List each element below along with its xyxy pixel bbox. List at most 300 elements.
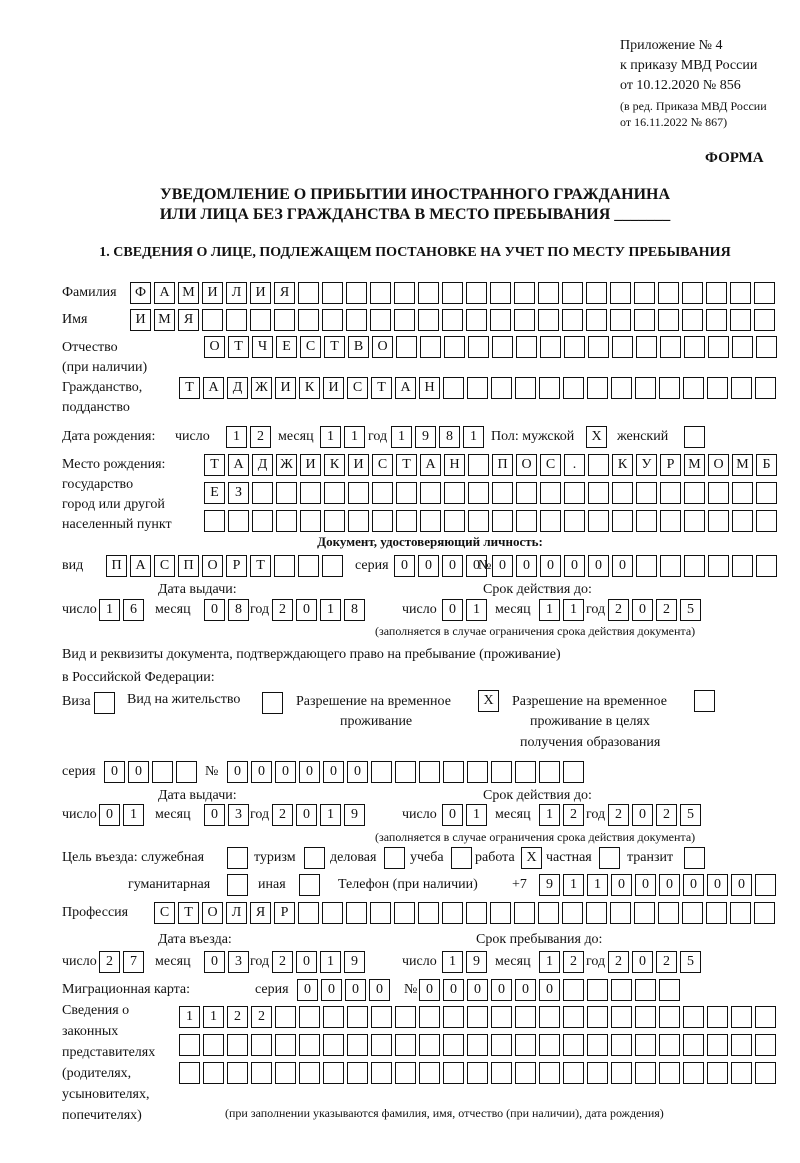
- char-cell[interactable]: М: [178, 282, 199, 304]
- char-cell[interactable]: [635, 1062, 656, 1084]
- char-cell[interactable]: [659, 979, 680, 1001]
- char-cell[interactable]: [443, 377, 464, 399]
- char-cell[interactable]: [396, 510, 417, 532]
- char-cell[interactable]: [634, 282, 655, 304]
- char-cell[interactable]: [659, 1062, 680, 1084]
- char-cell[interactable]: [755, 1006, 776, 1028]
- char-cell[interactable]: [635, 1034, 656, 1056]
- char-cell[interactable]: А: [203, 377, 224, 399]
- char-cell[interactable]: О: [204, 336, 225, 358]
- char-cell[interactable]: [202, 309, 223, 331]
- char-cell[interactable]: 2: [608, 804, 629, 826]
- char-cell[interactable]: [275, 1034, 296, 1056]
- char-cell[interactable]: 5: [680, 804, 701, 826]
- char-cell[interactable]: [540, 482, 561, 504]
- char-cell[interactable]: [538, 282, 559, 304]
- char-cell[interactable]: [467, 377, 488, 399]
- char-cell[interactable]: [299, 1006, 320, 1028]
- char-cell[interactable]: [322, 902, 343, 924]
- char-cell[interactable]: [706, 282, 727, 304]
- char-cell[interactable]: К: [612, 454, 633, 476]
- checkbox-cell[interactable]: [694, 690, 715, 712]
- char-cell[interactable]: [346, 902, 367, 924]
- char-cell[interactable]: 0: [227, 761, 248, 783]
- char-cell[interactable]: 7: [123, 951, 144, 973]
- char-cell[interactable]: 2: [250, 426, 271, 448]
- trp-checkbox[interactable]: [478, 690, 502, 712]
- char-cell[interactable]: [491, 761, 512, 783]
- char-cell[interactable]: 0: [321, 979, 342, 1001]
- char-cell[interactable]: Я: [178, 309, 199, 331]
- char-cell[interactable]: [370, 309, 391, 331]
- char-cell[interactable]: 0: [492, 555, 513, 577]
- char-cell[interactable]: [540, 510, 561, 532]
- char-cell[interactable]: [562, 902, 583, 924]
- char-cell[interactable]: 1: [463, 426, 484, 448]
- char-cell[interactable]: 0: [632, 599, 653, 621]
- char-cell[interactable]: [300, 482, 321, 504]
- doc-expiry-month-cells[interactable]: [539, 599, 587, 621]
- stay-issue-month-cells[interactable]: [204, 804, 252, 826]
- char-cell[interactable]: 9: [539, 874, 560, 896]
- char-cell[interactable]: П: [106, 555, 127, 577]
- char-cell[interactable]: [611, 377, 632, 399]
- doc-issue-day-cells[interactable]: [99, 599, 147, 621]
- char-cell[interactable]: [490, 309, 511, 331]
- char-cell[interactable]: 0: [347, 761, 368, 783]
- entry-year-cells[interactable]: [272, 951, 368, 973]
- char-cell[interactable]: 0: [297, 979, 318, 1001]
- char-cell[interactable]: И: [202, 282, 223, 304]
- char-cell[interactable]: 0: [442, 555, 463, 577]
- char-cell[interactable]: А: [395, 377, 416, 399]
- char-cell[interactable]: Б: [756, 454, 777, 476]
- char-cell[interactable]: Д: [227, 377, 248, 399]
- char-cell[interactable]: [394, 309, 415, 331]
- char-cell[interactable]: И: [348, 454, 369, 476]
- char-cell[interactable]: И: [323, 377, 344, 399]
- purpose-humanitarian-checkbox[interactable]: [227, 874, 251, 896]
- char-cell[interactable]: [563, 1062, 584, 1084]
- birthplace-cells-2[interactable]: [204, 482, 780, 504]
- char-cell[interactable]: М: [732, 454, 753, 476]
- purpose-transit-checkbox[interactable]: [684, 847, 708, 869]
- birth-year-cells[interactable]: [391, 426, 487, 448]
- char-cell[interactable]: [755, 377, 776, 399]
- stay-issue-day-cells[interactable]: [99, 804, 147, 826]
- char-cell[interactable]: 2: [251, 1006, 272, 1028]
- char-cell[interactable]: Я: [250, 902, 271, 924]
- char-cell[interactable]: 1: [466, 599, 487, 621]
- profession-cells[interactable]: [154, 902, 778, 924]
- entry-day-cells[interactable]: [99, 951, 147, 973]
- char-cell[interactable]: [179, 1062, 200, 1084]
- char-cell[interactable]: 9: [415, 426, 436, 448]
- char-cell[interactable]: 0: [104, 761, 125, 783]
- char-cell[interactable]: [371, 1006, 392, 1028]
- char-cell[interactable]: [419, 1006, 440, 1028]
- char-cell[interactable]: [586, 282, 607, 304]
- char-cell[interactable]: М: [154, 309, 175, 331]
- until-year-cells[interactable]: [608, 951, 704, 973]
- until-day-cells[interactable]: [442, 951, 490, 973]
- char-cell[interactable]: [515, 761, 536, 783]
- char-cell[interactable]: 0: [128, 761, 149, 783]
- char-cell[interactable]: О: [372, 336, 393, 358]
- char-cell[interactable]: [683, 377, 704, 399]
- char-cell[interactable]: [443, 1034, 464, 1056]
- char-cell[interactable]: [490, 902, 511, 924]
- char-cell[interactable]: 0: [707, 874, 728, 896]
- stay-expiry-year-cells[interactable]: [608, 804, 704, 826]
- char-cell[interactable]: [467, 1062, 488, 1084]
- char-cell[interactable]: [540, 336, 561, 358]
- char-cell[interactable]: Т: [178, 902, 199, 924]
- char-cell[interactable]: 1: [539, 804, 560, 826]
- char-cell[interactable]: [684, 555, 705, 577]
- birth-month-cells[interactable]: [320, 426, 368, 448]
- char-cell[interactable]: [538, 309, 559, 331]
- char-cell[interactable]: [754, 309, 775, 331]
- doc-expiry-year-cells[interactable]: [608, 599, 704, 621]
- trp-edu-checkbox[interactable]: [694, 690, 718, 712]
- char-cell[interactable]: О: [202, 555, 223, 577]
- char-cell[interactable]: [611, 979, 632, 1001]
- char-cell[interactable]: [756, 555, 777, 577]
- char-cell[interactable]: 0: [442, 804, 463, 826]
- char-cell[interactable]: [587, 979, 608, 1001]
- char-cell[interactable]: 2: [656, 599, 677, 621]
- char-cell[interactable]: А: [130, 555, 151, 577]
- char-cell[interactable]: [204, 510, 225, 532]
- checkbox-cell[interactable]: [684, 847, 705, 869]
- char-cell[interactable]: [395, 761, 416, 783]
- char-cell[interactable]: 0: [418, 555, 439, 577]
- char-cell[interactable]: 8: [344, 599, 365, 621]
- char-cell[interactable]: [562, 309, 583, 331]
- char-cell[interactable]: 3: [228, 951, 249, 973]
- char-cell[interactable]: Т: [250, 555, 271, 577]
- char-cell[interactable]: [563, 761, 584, 783]
- char-cell[interactable]: [251, 1062, 272, 1084]
- char-cell[interactable]: 0: [515, 979, 536, 1001]
- char-cell[interactable]: [516, 336, 537, 358]
- char-cell[interactable]: 0: [275, 761, 296, 783]
- char-cell[interactable]: [348, 482, 369, 504]
- char-cell[interactable]: П: [492, 454, 513, 476]
- char-cell[interactable]: [682, 282, 703, 304]
- char-cell[interactable]: [515, 1062, 536, 1084]
- char-cell[interactable]: [492, 336, 513, 358]
- char-cell[interactable]: А: [228, 454, 249, 476]
- char-cell[interactable]: [539, 1006, 560, 1028]
- char-cell[interactable]: 5: [680, 951, 701, 973]
- char-cell[interactable]: [228, 510, 249, 532]
- char-cell[interactable]: [634, 309, 655, 331]
- char-cell[interactable]: [346, 309, 367, 331]
- char-cell[interactable]: Д: [252, 454, 273, 476]
- citizenship-cells[interactable]: [179, 377, 779, 399]
- char-cell[interactable]: [515, 1034, 536, 1056]
- char-cell[interactable]: [730, 282, 751, 304]
- birthplace-cells-1[interactable]: [204, 454, 780, 476]
- char-cell[interactable]: [658, 282, 679, 304]
- surname-cells[interactable]: [130, 282, 778, 304]
- char-cell[interactable]: [707, 1034, 728, 1056]
- char-cell[interactable]: [467, 1034, 488, 1056]
- char-cell[interactable]: Т: [324, 336, 345, 358]
- migration-number-cells[interactable]: [419, 979, 683, 1001]
- char-cell[interactable]: [635, 377, 656, 399]
- char-cell[interactable]: К: [324, 454, 345, 476]
- stay-number-cells[interactable]: [227, 761, 587, 783]
- char-cell[interactable]: 1: [442, 951, 463, 973]
- char-cell[interactable]: Т: [204, 454, 225, 476]
- char-cell[interactable]: [444, 336, 465, 358]
- char-cell[interactable]: [443, 1006, 464, 1028]
- char-cell[interactable]: Ж: [251, 377, 272, 399]
- char-cell[interactable]: Ф: [130, 282, 151, 304]
- char-cell[interactable]: [756, 336, 777, 358]
- char-cell[interactable]: 1: [320, 804, 341, 826]
- char-cell[interactable]: [586, 902, 607, 924]
- char-cell[interactable]: 9: [344, 951, 365, 973]
- char-cell[interactable]: [731, 1062, 752, 1084]
- doc-issue-month-cells[interactable]: [204, 599, 252, 621]
- char-cell[interactable]: [659, 377, 680, 399]
- char-cell[interactable]: Л: [226, 282, 247, 304]
- char-cell[interactable]: [515, 377, 536, 399]
- char-cell[interactable]: [611, 1006, 632, 1028]
- char-cell[interactable]: [683, 1006, 704, 1028]
- char-cell[interactable]: [587, 1034, 608, 1056]
- checkbox-cell[interactable]: [262, 692, 283, 714]
- char-cell[interactable]: О: [202, 902, 223, 924]
- char-cell[interactable]: [707, 1006, 728, 1028]
- char-cell[interactable]: Т: [179, 377, 200, 399]
- char-cell[interactable]: С: [300, 336, 321, 358]
- representatives-cells-1[interactable]: [179, 1006, 779, 1028]
- char-cell[interactable]: И: [250, 282, 271, 304]
- doc-series-cells[interactable]: [394, 555, 490, 577]
- char-cell[interactable]: [659, 1034, 680, 1056]
- char-cell[interactable]: [419, 1062, 440, 1084]
- char-cell[interactable]: [563, 1034, 584, 1056]
- char-cell[interactable]: [587, 1062, 608, 1084]
- char-cell[interactable]: [322, 309, 343, 331]
- char-cell[interactable]: [444, 510, 465, 532]
- char-cell[interactable]: [418, 309, 439, 331]
- char-cell[interactable]: [467, 761, 488, 783]
- char-cell[interactable]: О: [516, 454, 537, 476]
- char-cell[interactable]: 0: [419, 979, 440, 1001]
- char-cell[interactable]: [731, 1034, 752, 1056]
- char-cell[interactable]: [539, 1034, 560, 1056]
- char-cell[interactable]: [370, 902, 391, 924]
- char-cell[interactable]: [298, 555, 319, 577]
- char-cell[interactable]: [299, 1062, 320, 1084]
- char-cell[interactable]: 1: [226, 426, 247, 448]
- checkbox-cell[interactable]: [599, 847, 620, 869]
- char-cell[interactable]: [660, 336, 681, 358]
- checkbox-cell[interactable]: [94, 692, 115, 714]
- char-cell[interactable]: [418, 282, 439, 304]
- char-cell[interactable]: [683, 1034, 704, 1056]
- char-cell[interactable]: [636, 482, 657, 504]
- char-cell[interactable]: 1: [563, 599, 584, 621]
- stay-series-cells[interactable]: [104, 761, 200, 783]
- char-cell[interactable]: 9: [466, 951, 487, 973]
- char-cell[interactable]: 0: [296, 599, 317, 621]
- char-cell[interactable]: [442, 309, 463, 331]
- char-cell[interactable]: [371, 1062, 392, 1084]
- char-cell[interactable]: И: [275, 377, 296, 399]
- char-cell[interactable]: Ч: [252, 336, 273, 358]
- char-cell[interactable]: [634, 902, 655, 924]
- char-cell[interactable]: [468, 454, 489, 476]
- char-cell[interactable]: [684, 510, 705, 532]
- char-cell[interactable]: [756, 510, 777, 532]
- char-cell[interactable]: [274, 555, 295, 577]
- char-cell[interactable]: 1: [563, 874, 584, 896]
- char-cell[interactable]: [466, 309, 487, 331]
- char-cell[interactable]: Н: [419, 377, 440, 399]
- char-cell[interactable]: [588, 482, 609, 504]
- char-cell[interactable]: 1: [391, 426, 412, 448]
- char-cell[interactable]: [203, 1034, 224, 1056]
- char-cell[interactable]: [730, 309, 751, 331]
- char-cell[interactable]: [732, 555, 753, 577]
- char-cell[interactable]: [563, 377, 584, 399]
- char-cell[interactable]: [468, 336, 489, 358]
- char-cell[interactable]: Р: [274, 902, 295, 924]
- stay-expiry-month-cells[interactable]: [539, 804, 587, 826]
- char-cell[interactable]: [564, 336, 585, 358]
- checkbox-cell[interactable]: [451, 847, 472, 869]
- char-cell[interactable]: [756, 482, 777, 504]
- char-cell[interactable]: С: [154, 555, 175, 577]
- char-cell[interactable]: 0: [394, 555, 415, 577]
- visa-checkbox[interactable]: [94, 692, 118, 714]
- char-cell[interactable]: 1: [587, 874, 608, 896]
- char-cell[interactable]: [732, 336, 753, 358]
- char-cell[interactable]: 0: [369, 979, 390, 1001]
- purpose-study-checkbox[interactable]: [451, 847, 475, 869]
- char-cell[interactable]: 1: [123, 804, 144, 826]
- char-cell[interactable]: [612, 510, 633, 532]
- char-cell[interactable]: .: [564, 454, 585, 476]
- char-cell[interactable]: [394, 282, 415, 304]
- char-cell[interactable]: 0: [659, 874, 680, 896]
- char-cell[interactable]: [227, 1062, 248, 1084]
- char-cell[interactable]: [732, 510, 753, 532]
- char-cell[interactable]: [514, 282, 535, 304]
- char-cell[interactable]: [612, 482, 633, 504]
- char-cell[interactable]: 2: [563, 951, 584, 973]
- char-cell[interactable]: [514, 309, 535, 331]
- char-cell[interactable]: [588, 510, 609, 532]
- char-cell[interactable]: З: [228, 482, 249, 504]
- checkbox-cell[interactable]: X: [586, 426, 607, 448]
- char-cell[interactable]: [372, 482, 393, 504]
- char-cell[interactable]: 1: [466, 804, 487, 826]
- char-cell[interactable]: [539, 761, 560, 783]
- char-cell[interactable]: 0: [299, 761, 320, 783]
- char-cell[interactable]: 9: [344, 804, 365, 826]
- char-cell[interactable]: [322, 282, 343, 304]
- char-cell[interactable]: [708, 482, 729, 504]
- char-cell[interactable]: [563, 1006, 584, 1028]
- char-cell[interactable]: [730, 902, 751, 924]
- char-cell[interactable]: [586, 309, 607, 331]
- char-cell[interactable]: [298, 902, 319, 924]
- char-cell[interactable]: А: [154, 282, 175, 304]
- char-cell[interactable]: 0: [516, 555, 537, 577]
- char-cell[interactable]: 0: [635, 874, 656, 896]
- char-cell[interactable]: [300, 510, 321, 532]
- doc-issue-year-cells[interactable]: [272, 599, 368, 621]
- char-cell[interactable]: [466, 902, 487, 924]
- char-cell[interactable]: [396, 336, 417, 358]
- char-cell[interactable]: [755, 1034, 776, 1056]
- char-cell[interactable]: 0: [345, 979, 366, 1001]
- char-cell[interactable]: 0: [683, 874, 704, 896]
- char-cell[interactable]: [418, 902, 439, 924]
- char-cell[interactable]: [443, 761, 464, 783]
- char-cell[interactable]: Т: [371, 377, 392, 399]
- char-cell[interactable]: [371, 761, 392, 783]
- residence-permit-checkbox[interactable]: [262, 692, 286, 714]
- purpose-official-checkbox[interactable]: [227, 847, 251, 869]
- checkbox-cell[interactable]: [299, 874, 320, 896]
- char-cell[interactable]: С: [372, 454, 393, 476]
- char-cell[interactable]: Р: [226, 555, 247, 577]
- char-cell[interactable]: [275, 1062, 296, 1084]
- checkbox-cell[interactable]: [227, 874, 248, 896]
- char-cell[interactable]: [611, 1062, 632, 1084]
- birthplace-cells-3[interactable]: [204, 510, 780, 532]
- char-cell[interactable]: [252, 510, 273, 532]
- char-cell[interactable]: [660, 510, 681, 532]
- char-cell[interactable]: 0: [443, 979, 464, 1001]
- char-cell[interactable]: Я: [274, 282, 295, 304]
- char-cell[interactable]: [587, 1006, 608, 1028]
- char-cell[interactable]: [684, 336, 705, 358]
- char-cell[interactable]: [395, 1006, 416, 1028]
- char-cell[interactable]: 0: [611, 874, 632, 896]
- char-cell[interactable]: 1: [179, 1006, 200, 1028]
- char-cell[interactable]: 0: [99, 804, 120, 826]
- char-cell[interactable]: С: [347, 377, 368, 399]
- char-cell[interactable]: Ж: [276, 454, 297, 476]
- char-cell[interactable]: [610, 282, 631, 304]
- char-cell[interactable]: 1: [99, 599, 120, 621]
- char-cell[interactable]: [324, 482, 345, 504]
- char-cell[interactable]: [491, 1006, 512, 1028]
- char-cell[interactable]: [706, 902, 727, 924]
- char-cell[interactable]: [708, 555, 729, 577]
- char-cell[interactable]: [707, 377, 728, 399]
- char-cell[interactable]: Р: [660, 454, 681, 476]
- char-cell[interactable]: [176, 761, 197, 783]
- char-cell[interactable]: [372, 510, 393, 532]
- char-cell[interactable]: 0: [632, 951, 653, 973]
- char-cell[interactable]: 2: [272, 599, 293, 621]
- char-cell[interactable]: [538, 902, 559, 924]
- char-cell[interactable]: [683, 1062, 704, 1084]
- char-cell[interactable]: С: [154, 902, 175, 924]
- char-cell[interactable]: [682, 902, 703, 924]
